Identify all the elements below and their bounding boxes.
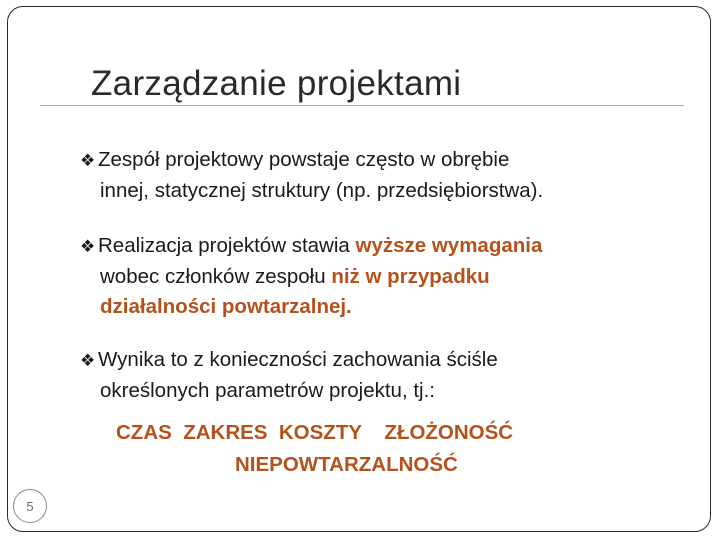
bullet-2-line-3-highlight: działalności powtarzalnej.: [100, 295, 352, 318]
bullet-1-line-2: innej, statycznej struktury (np. przedsiębiorstwa).: [100, 179, 544, 202]
bullet-2: [80, 231, 690, 322]
bullet-diamond-icon: ❖: [80, 351, 96, 370]
title-underline: [40, 105, 684, 106]
bullet-diamond-icon: ❖: [80, 237, 96, 256]
keywords-line-1: CZAS ZAKRES KOSZTY ZŁOŻONOŚĆ: [116, 421, 514, 444]
bullet-1-line-1: Zespół projektowy powstaje często w obrębie: [98, 148, 510, 171]
bullet-1: [80, 145, 690, 206]
keywords-line-2: NIEPOWTARZALNOŚĆ: [235, 453, 458, 476]
slide-title: Zarządzanie projektami: [91, 64, 462, 103]
bullet-3: [80, 345, 690, 406]
bullet-2-line-1-highlight: wyższe wymagania: [355, 234, 543, 257]
bullet-2-line-1-text: Realizacja projektów stawia: [98, 234, 356, 257]
page-number-badge: 5: [13, 489, 47, 523]
bullet-3-line-2: określonych parametrów projektu, tj.:: [100, 379, 435, 402]
bullet-2-line-2-highlight: niż w przypadku: [331, 265, 490, 288]
bullet-diamond-icon: ❖: [80, 151, 96, 170]
bullet-3-line-1: Wynika to z konieczności zachowania ściśle: [98, 348, 498, 371]
bullet-2-line-2-text: wobec członków zespołu: [100, 265, 332, 288]
